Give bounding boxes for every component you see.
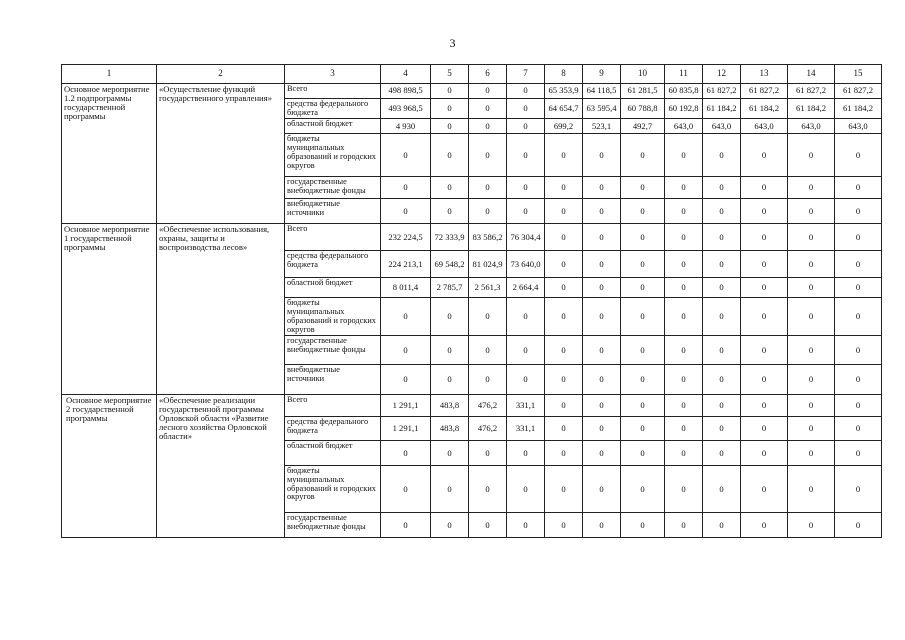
funding-source: Всего bbox=[285, 395, 381, 417]
header-row bbox=[62, 65, 882, 84]
amount-cell: 0 bbox=[583, 177, 621, 199]
amount-cell: 0 bbox=[835, 336, 882, 365]
amount-cell: 0 bbox=[788, 365, 835, 395]
amount-cell: 1 291,1 bbox=[381, 417, 431, 441]
amount-cell: 0 bbox=[788, 336, 835, 365]
amount-cell: 0 bbox=[507, 84, 545, 99]
amount-cell: 0 bbox=[621, 395, 665, 417]
column-header-14: 14 bbox=[788, 65, 835, 84]
amount-cell: 0 bbox=[583, 199, 621, 224]
funding-source: государственные внебюджетные фонды bbox=[285, 513, 381, 538]
amount-cell: 0 bbox=[469, 177, 507, 199]
amount-cell: 0 bbox=[469, 513, 507, 538]
column-header-9: 9 bbox=[583, 65, 621, 84]
amount-cell: 331,1 bbox=[507, 395, 545, 417]
amount-cell: 0 bbox=[703, 134, 741, 177]
amount-cell: 0 bbox=[545, 251, 583, 278]
amount-cell: 0 bbox=[507, 336, 545, 365]
amount-cell: 0 bbox=[381, 134, 431, 177]
funding-source: государственные внебюджетные фонды bbox=[285, 336, 381, 365]
amount-cell: 0 bbox=[835, 177, 882, 199]
amount-cell: 0 bbox=[788, 134, 835, 177]
amount-cell: 0 bbox=[583, 417, 621, 441]
amount-cell: 0 bbox=[665, 224, 703, 251]
amount-cell: 0 bbox=[381, 441, 431, 466]
amount-cell: 0 bbox=[741, 466, 788, 513]
amount-cell: 0 bbox=[469, 441, 507, 466]
amount-cell: 0 bbox=[381, 466, 431, 513]
amount-cell: 643,0 bbox=[703, 119, 741, 134]
amount-cell: 0 bbox=[835, 395, 882, 417]
column-header-7: 7 bbox=[507, 65, 545, 84]
amount-cell: 0 bbox=[665, 298, 703, 336]
amount-cell: 0 bbox=[431, 84, 469, 99]
amount-cell: 0 bbox=[621, 466, 665, 513]
table-row bbox=[62, 395, 882, 417]
amount-cell: 0 bbox=[703, 177, 741, 199]
amount-cell: 0 bbox=[741, 199, 788, 224]
amount-cell: 0 bbox=[665, 278, 703, 298]
amount-cell: 0 bbox=[431, 199, 469, 224]
amount-cell: 0 bbox=[665, 441, 703, 466]
column-header-2: 2 bbox=[157, 65, 285, 84]
amount-cell: 0 bbox=[788, 298, 835, 336]
amount-cell: 0 bbox=[583, 441, 621, 466]
amount-cell: 643,0 bbox=[788, 119, 835, 134]
amount-cell: 0 bbox=[431, 336, 469, 365]
amount-cell: 0 bbox=[583, 365, 621, 395]
amount-cell: 0 bbox=[703, 336, 741, 365]
amount-cell: 0 bbox=[583, 278, 621, 298]
amount-cell: 61 184,2 bbox=[788, 99, 835, 119]
amount-cell: 0 bbox=[621, 336, 665, 365]
amount-cell: 0 bbox=[507, 466, 545, 513]
amount-cell: 0 bbox=[741, 513, 788, 538]
amount-cell: 0 bbox=[583, 513, 621, 538]
amount-cell: 0 bbox=[788, 466, 835, 513]
amount-cell: 476,2 bbox=[469, 417, 507, 441]
column-header-11: 11 bbox=[665, 65, 703, 84]
amount-cell: 60 192,8 bbox=[665, 99, 703, 119]
amount-cell: 0 bbox=[381, 298, 431, 336]
event-description: «Осуществление функций государственного управления» bbox=[157, 84, 285, 224]
amount-cell: 1 291,1 bbox=[381, 395, 431, 417]
amount-cell: 0 bbox=[703, 365, 741, 395]
amount-cell: 0 bbox=[583, 134, 621, 177]
amount-cell: 0 bbox=[545, 513, 583, 538]
amount-cell: 0 bbox=[381, 365, 431, 395]
amount-cell: 69 548,2 bbox=[431, 251, 469, 278]
amount-cell: 0 bbox=[665, 336, 703, 365]
amount-cell: 0 bbox=[583, 224, 621, 251]
amount-cell: 0 bbox=[703, 441, 741, 466]
amount-cell: 0 bbox=[741, 395, 788, 417]
amount-cell: 0 bbox=[703, 251, 741, 278]
amount-cell: 0 bbox=[741, 278, 788, 298]
amount-cell: 63 595,4 bbox=[583, 99, 621, 119]
amount-cell: 492,7 bbox=[621, 119, 665, 134]
amount-cell: 61 281,5 bbox=[621, 84, 665, 99]
amount-cell: 0 bbox=[431, 177, 469, 199]
amount-cell: 0 bbox=[469, 365, 507, 395]
funding-source: внебюджетные источники bbox=[285, 365, 381, 395]
amount-cell: 0 bbox=[545, 298, 583, 336]
amount-cell: 0 bbox=[469, 199, 507, 224]
amount-cell: 0 bbox=[835, 134, 882, 177]
amount-cell: 65 353,9 bbox=[545, 84, 583, 99]
amount-cell: 0 bbox=[545, 395, 583, 417]
amount-cell: 0 bbox=[431, 365, 469, 395]
amount-cell: 83 586,2 bbox=[469, 224, 507, 251]
amount-cell: 0 bbox=[665, 177, 703, 199]
amount-cell: 699,2 bbox=[545, 119, 583, 134]
amount-cell: 0 bbox=[741, 365, 788, 395]
amount-cell: 0 bbox=[621, 199, 665, 224]
funding-table bbox=[61, 64, 882, 538]
amount-cell: 0 bbox=[545, 336, 583, 365]
amount-cell: 0 bbox=[703, 199, 741, 224]
amount-cell: 483,8 bbox=[431, 417, 469, 441]
amount-cell: 0 bbox=[621, 251, 665, 278]
amount-cell: 0 bbox=[741, 224, 788, 251]
amount-cell: 0 bbox=[507, 134, 545, 177]
amount-cell: 0 bbox=[788, 224, 835, 251]
amount-cell: 0 bbox=[545, 466, 583, 513]
amount-cell: 0 bbox=[431, 298, 469, 336]
amount-cell: 0 bbox=[741, 298, 788, 336]
column-header-15: 15 bbox=[835, 65, 882, 84]
amount-cell: 0 bbox=[469, 84, 507, 99]
event-name: Основное мероприятие 2 государственной программы bbox=[62, 395, 157, 538]
amount-cell: 0 bbox=[665, 417, 703, 441]
amount-cell: 2 785,7 bbox=[431, 278, 469, 298]
amount-cell: 0 bbox=[788, 417, 835, 441]
amount-cell: 0 bbox=[835, 251, 882, 278]
amount-cell: 0 bbox=[741, 441, 788, 466]
amount-cell: 483,8 bbox=[431, 395, 469, 417]
amount-cell: 0 bbox=[703, 278, 741, 298]
amount-cell: 498 898,5 bbox=[381, 84, 431, 99]
amount-cell: 61 184,2 bbox=[703, 99, 741, 119]
amount-cell: 0 bbox=[835, 224, 882, 251]
amount-cell: 0 bbox=[583, 466, 621, 513]
amount-cell: 331,1 bbox=[507, 417, 545, 441]
amount-cell: 0 bbox=[545, 278, 583, 298]
amount-cell: 60 835,8 bbox=[665, 84, 703, 99]
funding-source: Всего bbox=[285, 84, 381, 99]
amount-cell: 0 bbox=[381, 513, 431, 538]
amount-cell: 76 304,4 bbox=[507, 224, 545, 251]
amount-cell: 0 bbox=[621, 513, 665, 538]
amount-cell: 0 bbox=[703, 298, 741, 336]
amount-cell: 0 bbox=[431, 99, 469, 119]
amount-cell: 0 bbox=[665, 251, 703, 278]
amount-cell: 0 bbox=[431, 513, 469, 538]
amount-cell: 0 bbox=[621, 417, 665, 441]
amount-cell: 0 bbox=[381, 177, 431, 199]
amount-cell: 0 bbox=[665, 513, 703, 538]
amount-cell: 0 bbox=[788, 513, 835, 538]
amount-cell: 0 bbox=[788, 278, 835, 298]
amount-cell: 643,0 bbox=[835, 119, 882, 134]
amount-cell: 0 bbox=[703, 417, 741, 441]
amount-cell: 0 bbox=[703, 513, 741, 538]
amount-cell: 64 118,5 bbox=[583, 84, 621, 99]
amount-cell: 0 bbox=[545, 365, 583, 395]
amount-cell: 0 bbox=[545, 417, 583, 441]
amount-cell: 81 024,9 bbox=[469, 251, 507, 278]
funding-source: областной бюджет bbox=[285, 278, 381, 298]
amount-cell: 224 213,1 bbox=[381, 251, 431, 278]
amount-cell: 0 bbox=[703, 466, 741, 513]
amount-cell: 0 bbox=[835, 278, 882, 298]
funding-source: бюджеты муниципальных образований и городских округов bbox=[285, 298, 381, 336]
funding-source: бюджеты муниципальных образований и городских округов bbox=[285, 466, 381, 513]
amount-cell: 0 bbox=[621, 298, 665, 336]
amount-cell: 0 bbox=[741, 251, 788, 278]
amount-cell: 0 bbox=[788, 199, 835, 224]
page-number: 3 bbox=[449, 36, 456, 50]
amount-cell: 0 bbox=[788, 395, 835, 417]
amount-cell: 2 664,4 bbox=[507, 278, 545, 298]
amount-cell: 493 968,5 bbox=[381, 99, 431, 119]
column-header-1: 1 bbox=[62, 65, 157, 84]
amount-cell: 61 827,2 bbox=[835, 84, 882, 99]
amount-cell: 0 bbox=[469, 466, 507, 513]
amount-cell: 0 bbox=[741, 336, 788, 365]
amount-cell: 0 bbox=[835, 298, 882, 336]
amount-cell: 0 bbox=[621, 224, 665, 251]
table-row bbox=[62, 84, 882, 99]
amount-cell: 0 bbox=[741, 417, 788, 441]
amount-cell: 2 561,3 bbox=[469, 278, 507, 298]
amount-cell: 0 bbox=[788, 251, 835, 278]
amount-cell: 61 827,2 bbox=[703, 84, 741, 99]
amount-cell: 523,1 bbox=[583, 119, 621, 134]
event-description: «Обеспечение реализации государственной программы Орловской области «Развитие лесного хозяйства Орловской области» bbox=[157, 395, 285, 538]
table-row bbox=[62, 224, 882, 251]
amount-cell: 0 bbox=[507, 177, 545, 199]
amount-cell: 0 bbox=[431, 466, 469, 513]
amount-cell: 4 930 bbox=[381, 119, 431, 134]
amount-cell: 0 bbox=[741, 177, 788, 199]
amount-cell: 0 bbox=[835, 417, 882, 441]
amount-cell: 0 bbox=[545, 441, 583, 466]
amount-cell: 0 bbox=[431, 119, 469, 134]
amount-cell: 0 bbox=[583, 395, 621, 417]
column-header-13: 13 bbox=[741, 65, 788, 84]
column-header-12: 12 bbox=[703, 65, 741, 84]
amount-cell: 0 bbox=[703, 395, 741, 417]
amount-cell: 64 654,7 bbox=[545, 99, 583, 119]
amount-cell: 61 184,2 bbox=[741, 99, 788, 119]
amount-cell: 0 bbox=[788, 441, 835, 466]
amount-cell: 476,2 bbox=[469, 395, 507, 417]
amount-cell: 643,0 bbox=[665, 119, 703, 134]
amount-cell: 0 bbox=[703, 224, 741, 251]
funding-source: внебюджетные источники bbox=[285, 199, 381, 224]
amount-cell: 0 bbox=[835, 466, 882, 513]
funding-source: Всего bbox=[285, 224, 381, 251]
amount-cell: 0 bbox=[665, 199, 703, 224]
amount-cell: 0 bbox=[469, 336, 507, 365]
amount-cell: 232 224,5 bbox=[381, 224, 431, 251]
amount-cell: 0 bbox=[665, 466, 703, 513]
amount-cell: 0 bbox=[583, 251, 621, 278]
funding-source: областной бюджет bbox=[285, 441, 381, 466]
amount-cell: 0 bbox=[583, 336, 621, 365]
amount-cell: 0 bbox=[469, 119, 507, 134]
amount-cell: 0 bbox=[621, 134, 665, 177]
amount-cell: 73 640,0 bbox=[507, 251, 545, 278]
amount-cell: 0 bbox=[788, 177, 835, 199]
funding-source: средства федерального бюджета bbox=[285, 251, 381, 278]
amount-cell: 0 bbox=[621, 278, 665, 298]
amount-cell: 0 bbox=[835, 513, 882, 538]
funding-source: государственные внебюджетные фонды bbox=[285, 177, 381, 199]
amount-cell: 0 bbox=[507, 199, 545, 224]
amount-cell: 0 bbox=[469, 134, 507, 177]
amount-cell: 61 827,2 bbox=[788, 84, 835, 99]
funding-source: бюджеты муниципальных образований и городских округов bbox=[285, 134, 381, 177]
column-header-8: 8 bbox=[545, 65, 583, 84]
amount-cell: 0 bbox=[835, 441, 882, 466]
amount-cell: 0 bbox=[545, 134, 583, 177]
event-name: Основное мероприятие 1.2 подпрограммы государственной программы bbox=[62, 84, 157, 224]
amount-cell: 61 184,2 bbox=[835, 99, 882, 119]
column-header-6: 6 bbox=[469, 65, 507, 84]
amount-cell: 0 bbox=[835, 365, 882, 395]
amount-cell: 0 bbox=[621, 441, 665, 466]
amount-cell: 0 bbox=[545, 177, 583, 199]
amount-cell: 0 bbox=[507, 365, 545, 395]
amount-cell: 0 bbox=[431, 134, 469, 177]
amount-cell: 0 bbox=[431, 441, 469, 466]
column-header-3: 3 bbox=[285, 65, 381, 84]
amount-cell: 0 bbox=[381, 199, 431, 224]
amount-cell: 0 bbox=[665, 395, 703, 417]
amount-cell: 0 bbox=[507, 513, 545, 538]
event-name: Основное мероприятие 1 государственной программы bbox=[62, 224, 157, 395]
funding-source: средства федерального бюджета bbox=[285, 417, 381, 441]
funding-source: областной бюджет bbox=[285, 119, 381, 134]
amount-cell: 0 bbox=[583, 298, 621, 336]
amount-cell: 0 bbox=[507, 119, 545, 134]
funding-source: средства федерального бюджета bbox=[285, 99, 381, 119]
amount-cell: 8 011,4 bbox=[381, 278, 431, 298]
amount-cell: 61 827,2 bbox=[741, 84, 788, 99]
amount-cell: 0 bbox=[621, 365, 665, 395]
column-header-5: 5 bbox=[431, 65, 469, 84]
amount-cell: 0 bbox=[469, 298, 507, 336]
amount-cell: 0 bbox=[507, 441, 545, 466]
amount-cell: 0 bbox=[665, 365, 703, 395]
amount-cell: 0 bbox=[507, 298, 545, 336]
amount-cell: 72 333,9 bbox=[431, 224, 469, 251]
table-body bbox=[62, 84, 882, 538]
amount-cell: 0 bbox=[381, 336, 431, 365]
column-header-10: 10 bbox=[621, 65, 665, 84]
amount-cell: 0 bbox=[741, 134, 788, 177]
amount-cell: 0 bbox=[665, 134, 703, 177]
amount-cell: 0 bbox=[507, 99, 545, 119]
amount-cell: 0 bbox=[545, 224, 583, 251]
event-description: «Обеспечение использования, охраны, защиты и воспроизводства лесов» bbox=[157, 224, 285, 395]
amount-cell: 643,0 bbox=[741, 119, 788, 134]
amount-cell: 0 bbox=[835, 199, 882, 224]
amount-cell: 0 bbox=[545, 199, 583, 224]
amount-cell: 0 bbox=[621, 177, 665, 199]
amount-cell: 60 788,8 bbox=[621, 99, 665, 119]
column-header-4: 4 bbox=[381, 65, 431, 84]
amount-cell: 0 bbox=[469, 99, 507, 119]
